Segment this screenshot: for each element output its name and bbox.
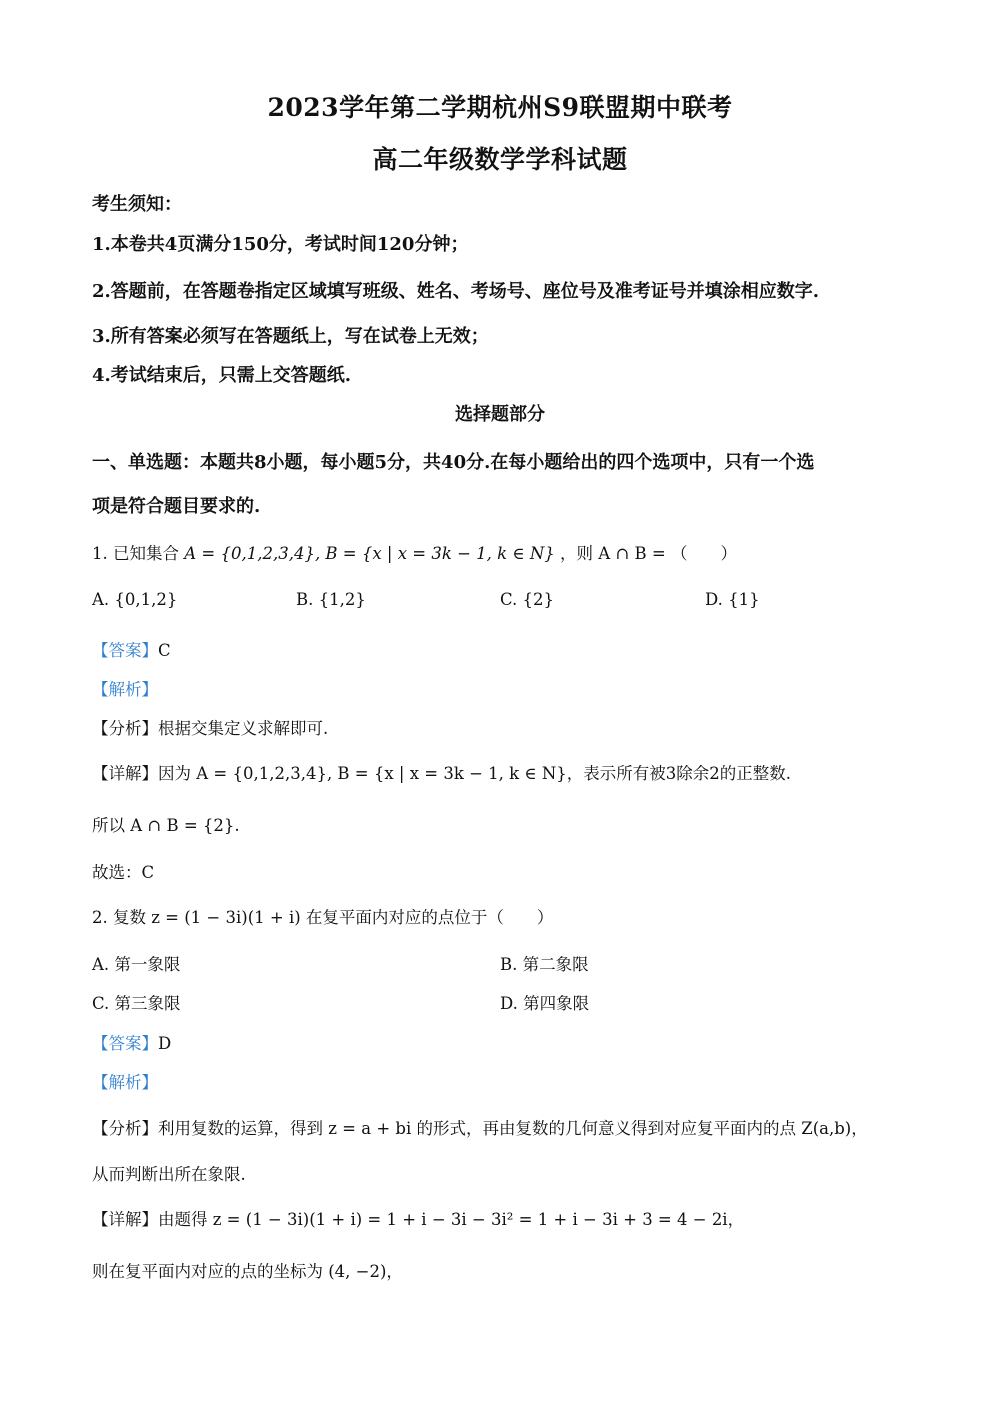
- q2-detail: [92, 1206, 744, 1230]
- q2-fenxi-line2: 从而判断出所在象限.: [92, 1165, 246, 1184]
- q2-option-b: B. 第二象限: [500, 955, 589, 974]
- q1-option-c: C. {2}: [500, 590, 555, 609]
- q1-answer: [92, 637, 171, 661]
- q1-detail-tag: 【详解】: [92, 764, 158, 783]
- q1-detail-line2: 所以 A ∩ B = {2}.: [92, 816, 240, 835]
- q2-detail-tag: 【详解】: [92, 1210, 158, 1229]
- q1-answer-tag: 【答案】: [92, 641, 158, 660]
- q2-stem: 2. 复数 z = (1 − 3i)(1 + i) 在复平面内对应的点位于（ ）: [92, 908, 554, 927]
- q1-analysis-tag: 【解析】: [92, 680, 158, 699]
- q1-fenxi-text: 根据交集定义求解即可.: [158, 719, 329, 738]
- q2-option-a: A. 第一象限: [92, 955, 181, 974]
- exam-title: 2023学年第二学期杭州S9联盟期中联考: [267, 93, 733, 122]
- notice-item-3: 3.所有答案必须写在答题纸上，写在试卷上无效；: [92, 326, 489, 347]
- exam-subtitle: 高二年级数学学科试题: [372, 145, 628, 174]
- q2-answer: [92, 1030, 171, 1054]
- q2-answer-tag: 【答案】: [92, 1034, 158, 1053]
- q2-fenxi-tag: 【分析】: [92, 1119, 158, 1138]
- q2-detail-line2: 则在复平面内对应的点的坐标为 (4, −2)，: [92, 1262, 403, 1281]
- q2-analysis-tag: 【解析】: [92, 1073, 158, 1092]
- q1-stem-math: A = {0,1,2,3,4}, B = {x | x = 3k − 1, k ∈ N}: [184, 544, 555, 563]
- q1-stem-prefix: 1. 已知集合: [92, 544, 179, 563]
- q2-fenxi: [92, 1115, 868, 1139]
- q2-option-d: D. 第四象限: [500, 994, 590, 1013]
- notice-item-2: 2.答题前，在答题卷指定区域填写班级、姓名、考场号、座位号及准考证号并填涂相应数字.: [92, 281, 820, 302]
- q1-fenxi: [92, 715, 328, 739]
- notice-heading: 考生须知：: [92, 194, 182, 215]
- q1-option-d: D. {1}: [705, 590, 760, 609]
- q2-fenxi-text: 利用复数的运算，得到 z = a + bi 的形式，再由复数的几何意义得到对应复平面内的点 Z(a,b)，: [158, 1119, 868, 1138]
- q1-detail-text: 因为 A = {0,1,2,3,4}, B = {x | x = 3k − 1, k ∈ N}，表示所有被3除余2的正整数.: [158, 764, 792, 783]
- q1-fenxi-tag: 【分析】: [92, 719, 158, 738]
- q2-option-c: C. 第三象限: [92, 994, 181, 1013]
- q1-stem-suffix: ，则 A ∩ B = （ ）: [560, 544, 737, 563]
- section-title: 选择题部分: [455, 404, 545, 425]
- q1-option-a: A. {0,1,2}: [92, 590, 178, 609]
- notice-item-1: 1.本卷共4页满分150分，考试时间120分钟；: [92, 234, 469, 255]
- q1-stem: [92, 540, 737, 564]
- q1-option-b: B. {1,2}: [296, 590, 366, 609]
- q1-detail: [92, 760, 791, 784]
- section-instruction-line2: 项是符合题目要求的.: [92, 496, 261, 517]
- q2-detail-text: 由题得 z = (1 − 3i)(1 + i) = 1 + i − 3i − 3i² = 1 + i − 3i + 3 = 4 − 2i，: [158, 1210, 745, 1229]
- q2-answer-value: D: [158, 1034, 172, 1053]
- q1-answer-value: C: [158, 641, 171, 660]
- section-instruction-line1: 一、单选题：本题共8小题，每小题5分，共40分.在每小题给出的四个选项中，只有一个选: [92, 452, 815, 473]
- notice-item-4: 4.考试结束后，只需上交答题纸.: [92, 365, 352, 386]
- q1-detail-line3: 故选：C: [92, 863, 155, 882]
